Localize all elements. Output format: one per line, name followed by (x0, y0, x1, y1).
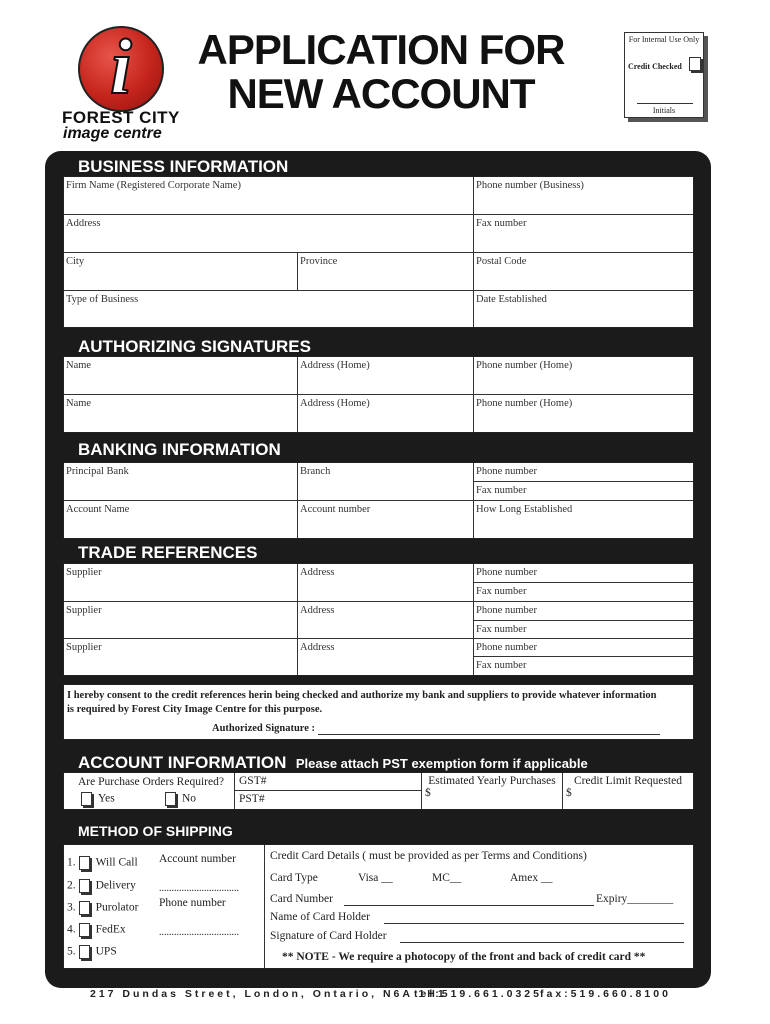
ship-num: 4. (67, 923, 76, 936)
ship-label: Delivery (95, 879, 136, 892)
po-no-label: No (182, 792, 197, 805)
page-title (176, 28, 586, 116)
ship-checkbox[interactable] (79, 856, 90, 870)
ship-num: 5. (67, 945, 76, 958)
po-yes-option[interactable] (78, 792, 115, 806)
consent-line-2: is required by Forest City Image Centre for this purpose. (67, 704, 323, 715)
ship-num: 3. (67, 901, 76, 914)
bank-fax-field[interactable]: Fax number (474, 482, 693, 501)
bank-phone-field[interactable]: Phone number (474, 463, 693, 482)
cc-signature-line[interactable] (400, 942, 684, 943)
credit-checked-checkbox[interactable] (689, 57, 701, 71)
account-number-field[interactable]: Account number (298, 501, 474, 538)
initials-line (637, 103, 693, 104)
authorized-signature-line[interactable] (318, 734, 660, 735)
supplier3-phone-field[interactable]: Phone number (474, 639, 693, 657)
signer2-address-field[interactable]: Address (Home) (298, 395, 474, 432)
address-field[interactable]: Address (64, 215, 474, 253)
ship-checkbox[interactable] (79, 879, 90, 893)
internal-use-box (624, 32, 704, 118)
ship-checkbox[interactable] (79, 901, 90, 915)
supplier1-field[interactable]: Supplier (64, 564, 298, 602)
shipping-heading: METHOD OF SHIPPING (78, 823, 233, 839)
banking-heading: BANKING INFORMATION (78, 440, 281, 459)
logo-subname: image centre (63, 125, 162, 142)
ship-phone-dots[interactable]: ................................ (159, 927, 239, 938)
supplier1-address-field[interactable]: Address (298, 564, 474, 602)
cc-name-line[interactable] (384, 923, 684, 924)
ship-option-delivery[interactable] (67, 879, 136, 893)
cc-mc-option[interactable]: MC__ (432, 872, 462, 884)
po-no-option[interactable] (162, 792, 196, 806)
po-yes-checkbox[interactable] (81, 792, 92, 806)
signer2-phone-field[interactable]: Phone number (Home) (474, 395, 693, 432)
fax-field[interactable]: Fax number (474, 215, 693, 253)
ship-option-fedex[interactable] (67, 923, 126, 937)
ship-checkbox[interactable] (79, 923, 90, 937)
supplier1-phone-field[interactable]: Phone number (474, 564, 693, 583)
signer1-address-field[interactable]: Address (Home) (298, 357, 474, 395)
cc-note: ** NOTE - We require a photocopy of the front and back of credit card ** (282, 951, 646, 963)
consent-line-1: I hereby consent to the credit references herin being checked and authorize my bank and suppliers to provide whatever information (67, 690, 657, 701)
credit-limit-dollar: $ (566, 787, 572, 799)
footer-tel: tel:519.661.0325 (414, 988, 542, 1000)
signer2-name-field[interactable]: Name (64, 395, 298, 432)
footer-fax: fax:519.660.8100 (540, 988, 671, 1000)
estimated-dollar: $ (425, 787, 431, 799)
date-established-field[interactable]: Date Established (474, 291, 693, 327)
cc-signature-label: Signature of Card Holder (270, 930, 387, 942)
account-heading (78, 753, 588, 773)
how-long-field[interactable]: How Long Established (474, 501, 693, 538)
title-line-2: NEW ACCOUNT (227, 70, 535, 117)
authorized-signature-label: Authorized Signature : (212, 723, 316, 734)
ship-phone-label: Phone number (159, 897, 226, 909)
city-field[interactable]: City (64, 253, 298, 291)
estimated-purchases-label: Estimated Yearly Purchases (428, 775, 556, 787)
credit-limit-label: Credit Limit Requested (574, 775, 682, 787)
supplier3-address-field[interactable]: Address (298, 639, 474, 675)
ship-option-ups[interactable] (67, 945, 117, 959)
province-field[interactable]: Province (298, 253, 474, 291)
ship-checkbox[interactable] (79, 945, 90, 959)
ship-num: 2. (67, 879, 76, 892)
trade-section (63, 563, 694, 676)
pst-note: Please attach PST exemption form if applicable (295, 756, 588, 771)
branch-field[interactable]: Branch (298, 463, 474, 501)
cc-number-line[interactable] (344, 905, 594, 906)
signer1-name-field[interactable]: Name (64, 357, 298, 395)
credit-checked-label: Credit Checked (628, 62, 682, 71)
cc-card-type-label: Card Type (270, 872, 318, 884)
internal-use-heading: For Internal Use Only (628, 35, 700, 44)
business-type-field[interactable]: Type of Business (64, 291, 474, 327)
account-heading-text: ACCOUNT INFORMATION (78, 753, 287, 772)
po-question: Are Purchase Orders Required? (78, 776, 224, 788)
credit-limit-field[interactable] (562, 773, 693, 809)
business-phone-field[interactable]: Phone number (Business) (474, 177, 693, 215)
supplier2-phone-field[interactable]: Phone number (474, 602, 693, 621)
footer-address: 217 Dundas Street, London, Ontario, N6A 1H1 (90, 988, 447, 1000)
banking-section (63, 462, 694, 539)
supplier2-fax-field[interactable]: Fax number (474, 621, 693, 639)
firm-name-field[interactable]: Firm Name (Registered Corporate Name) (64, 177, 474, 215)
consent-box (63, 684, 694, 740)
ship-num: 1. (67, 856, 76, 869)
ship-label: FedEx (95, 923, 126, 936)
po-yes-label: Yes (98, 792, 115, 805)
business-heading: BUSINESS INFORMATION (78, 157, 289, 176)
business-section (63, 176, 694, 328)
gst-field[interactable]: GST# (234, 773, 421, 791)
supplier1-fax-field[interactable]: Fax number (474, 583, 693, 602)
account-section (63, 772, 694, 810)
cc-heading: Credit Card Details ( must be provided as per Terms and Conditions) (270, 850, 587, 862)
cc-expiry-label[interactable]: Expiry________ (596, 893, 674, 905)
supplier3-fax-field[interactable]: Fax number (474, 657, 693, 675)
supplier2-field[interactable]: Supplier (64, 602, 298, 639)
ship-account-label: Account number (159, 853, 236, 865)
ship-label: Purolator (95, 901, 139, 914)
postal-code-field[interactable]: Postal Code (474, 253, 693, 291)
estimated-purchases-field[interactable] (421, 773, 562, 809)
cc-name-label: Name of Card Holder (270, 911, 370, 923)
signatures-section (63, 356, 694, 433)
shipping-divider (264, 845, 265, 968)
title-line-1: APPLICATION FOR (197, 26, 565, 73)
logo-glyph: i (110, 23, 132, 110)
po-no-checkbox[interactable] (165, 792, 176, 806)
cc-visa-option[interactable]: Visa __ (358, 872, 393, 884)
signatures-heading: AUTHORIZING SIGNATURES (78, 337, 311, 356)
ship-label: Will Call (95, 856, 138, 869)
signer1-phone-field[interactable]: Phone number (Home) (474, 357, 693, 395)
trade-heading: TRADE REFERENCES (78, 543, 258, 562)
shipping-section (63, 844, 694, 969)
supplier2-address-field[interactable]: Address (298, 602, 474, 639)
cc-number-label: Card Number (270, 893, 333, 905)
ship-account-dots[interactable]: ................................ (159, 883, 239, 894)
ship-option-willcall[interactable] (67, 856, 138, 870)
cc-amex-option[interactable]: Amex __ (510, 872, 553, 884)
logo-name: FOREST CITY (62, 108, 180, 127)
ship-label: UPS (95, 945, 117, 958)
pst-field[interactable]: PST# (234, 791, 421, 809)
supplier3-field[interactable]: Supplier (64, 639, 298, 675)
account-name-field[interactable]: Account Name (64, 501, 298, 538)
ship-option-purolator[interactable] (67, 901, 138, 915)
principal-bank-field[interactable]: Principal Bank (64, 463, 298, 501)
initials-label: Initials (652, 106, 676, 115)
